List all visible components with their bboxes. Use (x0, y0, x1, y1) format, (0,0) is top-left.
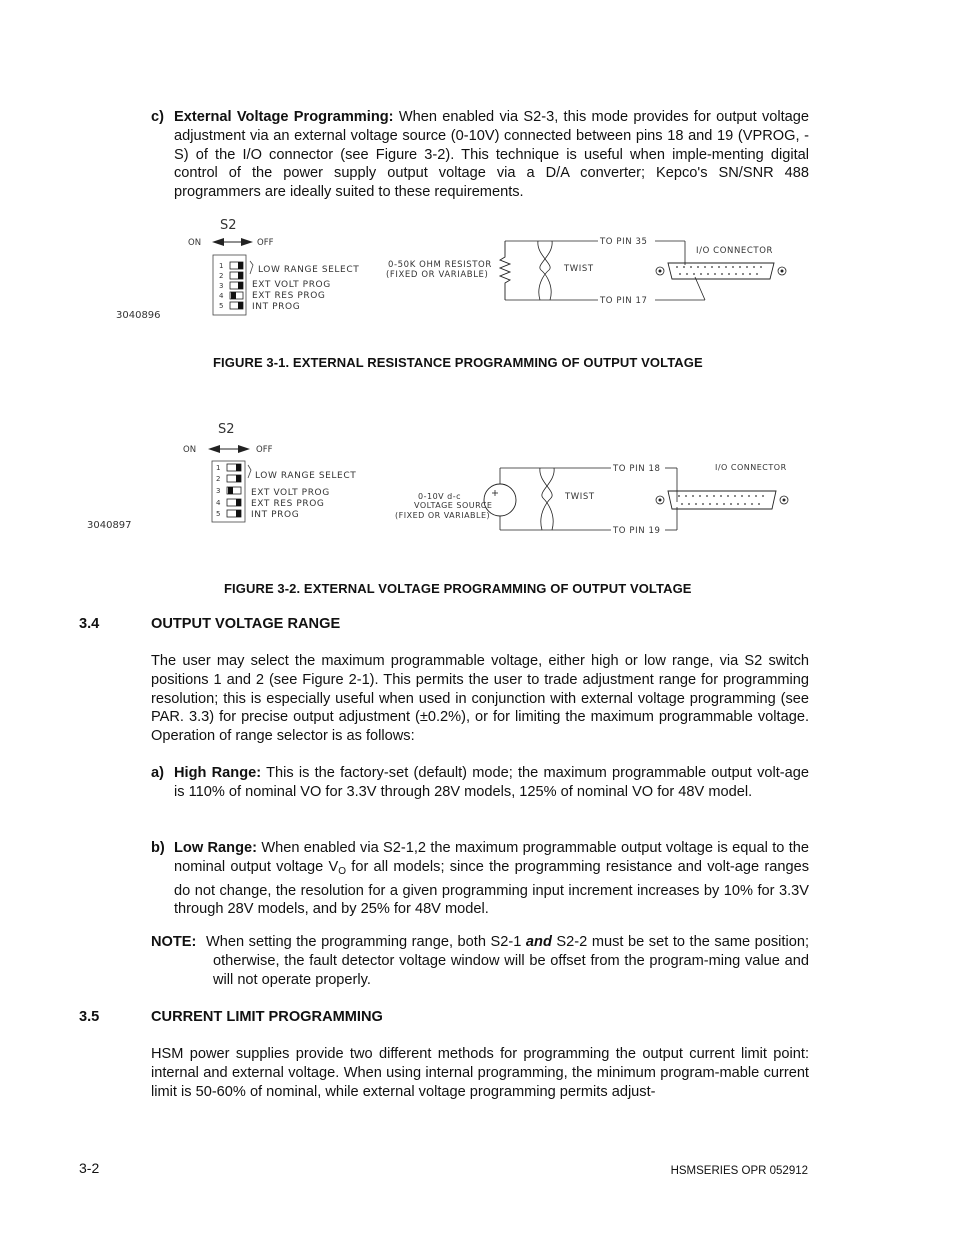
section-3-5-body: HSM power supplies provide two different methods for programming the output current limit point: internal and external voltage. When using internal programming, the minimum program-mable current limit is 50-60% of nominal, while external voltage programming permits adjust- (151, 1046, 809, 1100)
drawing-number: 3040896 (116, 310, 161, 321)
figure-3-2-diagram (75, 412, 835, 537)
switch-numbers (216, 464, 221, 518)
vo-subscript: O (338, 865, 347, 877)
section-c-title: External Voltage Programming: (174, 109, 394, 125)
document-id: HSMSERIES OPR 052912 (670, 1165, 808, 1177)
section-3-5-title: CURRENT LIMIT PROGRAMMING (151, 1009, 383, 1025)
pin-top-label: TO PIN 35 (600, 237, 648, 247)
svg-text:2: 2 (216, 475, 221, 483)
source-range-label: (FIXED OR VARIABLE) (395, 511, 491, 520)
svg-text:EXT VOLT PROG: EXT VOLT PROG (251, 488, 330, 498)
section-3-4-title: OUTPUT VOLTAGE RANGE (151, 616, 341, 632)
source-label: 0-10V d-c (418, 492, 462, 501)
resistor-label: 0-50K OHM RESISTOR (388, 260, 492, 270)
low-range-text-continued: for all models; since the programming resistance and volt-age ranges do not change, the resolution for a given programming input increment increases by 10% for 3.3V through 28V models, and by 25% for 48V model. (174, 858, 809, 918)
switch-s2 (183, 422, 356, 522)
svg-text:INT PROG: INT PROG (252, 302, 301, 312)
note-emphasis: and (525, 934, 552, 950)
twist-label: TWIST (564, 264, 594, 274)
svg-text:1: 1 (216, 464, 221, 472)
resistor-icon (500, 241, 510, 300)
switch-labels (252, 265, 359, 312)
io-connector-icon (656, 463, 788, 509)
item-label: c) (151, 109, 164, 125)
figure-3-2-caption: FIGURE 3-2. EXTERNAL VOLTAGE PROGRAMMING OF OUTPUT VOLTAGE (224, 581, 692, 596)
note-label: NOTE: (151, 934, 197, 950)
switch-labels (251, 471, 356, 520)
high-range-title: High Range: (174, 765, 262, 781)
io-connector-icon (656, 246, 786, 279)
svg-text:EXT VOLT PROG: EXT VOLT PROG (252, 280, 331, 290)
svg-text:3: 3 (219, 282, 224, 290)
switch-positions (227, 464, 241, 517)
twist-label: TWIST (565, 492, 595, 502)
section-3-4-body: The user may select the maximum programmable voltage, either high or low range, via S2 switch positions 1 and 2 (see Figure 2-1). This permits the user to trade adjustment range for programming resolution; this is especially useful when used in conjunction with external voltage programming (see PAR. 3.3) for precise output adjustment (±0.2%), or for limiting the maximum programmable voltage. Operation of range selector is as follows: (151, 653, 809, 745)
switch-numbers (219, 262, 224, 310)
svg-text:1: 1 (219, 262, 224, 270)
voltage-source-icon (484, 484, 516, 516)
pin-bottom-label: TO PIN 17 (600, 296, 648, 306)
svg-text:INT PROG: INT PROG (251, 510, 300, 520)
low-range-item (151, 839, 809, 919)
svg-text:5: 5 (216, 510, 221, 518)
low-range-title: Low Range: (174, 840, 257, 856)
off-label: OFF (257, 238, 274, 248)
high-range-text: This is the factory-set (default) mode; the maximum programmable output volt-age is 110% of nominal VO for 3.3V through 28V models, 125% of nominal VO for 48V model. (174, 765, 809, 800)
source-type-label: VOLTAGE SOURCE (414, 501, 493, 510)
section-c-paragraph (174, 108, 809, 202)
svg-text:LOW RANGE SELECT: LOW RANGE SELECT (258, 265, 360, 275)
connector-label: I/O CONNECTOR (715, 463, 787, 472)
switch-title: S2 (218, 422, 235, 437)
svg-text:EXT RES PROG: EXT RES PROG (251, 499, 325, 509)
section-3-5-number: 3.5 (79, 1009, 100, 1025)
pin-bottom-label: TO PIN 19 (613, 526, 661, 536)
svg-text:5: 5 (219, 302, 224, 310)
svg-text:4: 4 (216, 499, 221, 507)
note-block (151, 933, 809, 989)
drawing-number: 3040897 (87, 520, 132, 531)
off-label: OFF (256, 445, 273, 455)
low-range-paragraph (174, 839, 809, 919)
twist-icon (540, 468, 552, 530)
item-label: b) (151, 840, 165, 856)
section-c-text: When enabled via S2-3, this mode provides for output voltage adjustment via an external voltage source (0-10V) connected between pins 18 and 19 (VPROG, -S) of the I/O connector (see Figure 3-2). This technique is useful when imple-menting digital control of the power supply output voltage via a D/A converter; Kepco's SN/SNR 488 programmers are ideally suited to these requirements. (174, 109, 810, 201)
high-range-paragraph (174, 764, 809, 802)
switch-positions (230, 262, 243, 309)
section-c (151, 108, 809, 202)
svg-text:2: 2 (219, 272, 224, 280)
voltage-source-circuit (395, 464, 677, 536)
section-3-4-number: 3.4 (79, 616, 100, 632)
item-label: a) (151, 765, 164, 781)
page-number: 3-2 (79, 1160, 100, 1176)
switch-title: S2 (220, 218, 237, 233)
figure-3-1-diagram (100, 205, 860, 330)
note-text: When setting the programming range, both S2-1 and S2-2 must be set to the same position; otherwise, the fault detector voltage window will be offset from the program-ming value and will not operate properly. (206, 934, 810, 988)
resistor-circuit (386, 237, 705, 306)
svg-text:3: 3 (216, 487, 221, 495)
on-off-arrow-icon (212, 238, 253, 246)
resistor-type-label: (FIXED OR VARIABLE) (386, 270, 489, 280)
svg-text:EXT RES PROG: EXT RES PROG (252, 291, 326, 301)
on-off-arrow-icon (208, 445, 250, 453)
low-range-text: When enabled via S2-1,2 the maximum programmable output voltage is equal to the nominal output voltage V (174, 840, 809, 875)
twist-icon (538, 241, 550, 300)
pin-top-label: TO PIN 18 (613, 464, 661, 474)
figure-3-1-caption: FIGURE 3-1. EXTERNAL RESISTANCE PROGRAMMING OF OUTPUT VOLTAGE (213, 355, 703, 370)
svg-text:LOW RANGE SELECT: LOW RANGE SELECT (255, 471, 357, 481)
connector-label: I/O CONNECTOR (696, 246, 773, 256)
svg-text:4: 4 (219, 292, 224, 300)
high-range-item (151, 764, 809, 802)
switch-s2 (188, 218, 359, 315)
on-label: ON (183, 445, 197, 455)
on-label: ON (188, 238, 202, 248)
